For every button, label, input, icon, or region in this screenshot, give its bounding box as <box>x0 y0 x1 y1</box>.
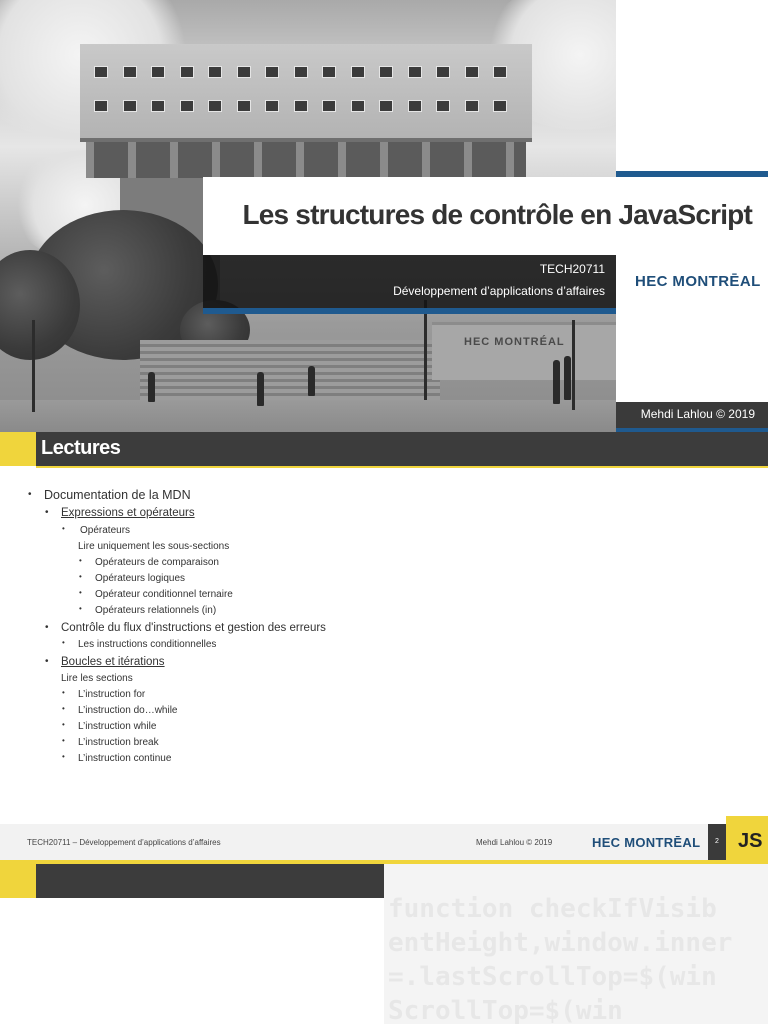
list-item: Opérateur conditionnel ternaire <box>95 589 233 600</box>
list-item: Lire les sections <box>61 673 133 684</box>
building-window <box>123 66 137 78</box>
street <box>0 400 616 432</box>
building-window <box>322 66 336 78</box>
author-box <box>616 402 768 428</box>
bullet-icon: • <box>62 638 65 647</box>
accent-line <box>203 308 616 314</box>
header-accent <box>0 432 36 466</box>
building-window <box>408 100 422 112</box>
entrance-sign-wall <box>432 322 616 380</box>
building-window <box>493 66 507 78</box>
pedestrian <box>553 360 560 404</box>
building-window <box>436 66 450 78</box>
bullet-icon: • <box>62 752 65 761</box>
building-window <box>123 100 137 112</box>
building-window <box>493 100 507 112</box>
js-badge: JS <box>726 816 768 860</box>
building-window <box>208 66 222 78</box>
building-window <box>94 66 108 78</box>
bullet-icon: • <box>62 736 65 745</box>
bullet-icon: • <box>79 572 82 581</box>
bullet-icon: • <box>28 489 32 500</box>
header-accent <box>0 864 36 898</box>
bullet-icon: • <box>62 704 65 713</box>
bullet-icon: • <box>79 588 82 597</box>
building-window <box>351 66 365 78</box>
next-slide-partial <box>0 864 768 1024</box>
code-line: =.lastScrollTop=$(win <box>388 962 717 992</box>
code-line: entHeight,window.inner <box>388 928 733 958</box>
list-item: Opérateurs de comparaison <box>95 557 219 568</box>
building-window <box>265 100 279 112</box>
course-name: Développement d’applications d’affaires <box>393 284 605 298</box>
course-code: TECH20711 <box>539 262 605 276</box>
building-window <box>294 66 308 78</box>
list-item: Les instructions conditionnelles <box>78 639 217 650</box>
code-background <box>384 864 768 1024</box>
hec-logo: HEC MONTRĒAL <box>635 273 761 290</box>
footer-course: TECH20711 – Développement d’applications d’affaires <box>27 838 221 847</box>
slide-footer <box>0 824 768 860</box>
bullet-icon: • <box>62 720 65 729</box>
building-window <box>436 100 450 112</box>
pedestrian <box>257 372 264 406</box>
title-slide <box>0 0 768 432</box>
entrance-sign-text: HEC MONTRÉAL <box>464 336 565 348</box>
list-item: Contrôle du flux d'instructions et gestion des erreurs <box>61 622 326 634</box>
list-item: L’instruction while <box>78 721 157 732</box>
bullet-icon: • <box>62 524 65 533</box>
pedestrian <box>564 356 571 400</box>
pedestrian <box>148 372 155 402</box>
bullet-icon: • <box>45 622 49 633</box>
hec-logo: HEC MONTRĒAL <box>592 835 701 850</box>
link-expressions-operateurs[interactable]: Expressions et opérateurs <box>61 507 195 519</box>
building-window <box>151 66 165 78</box>
list-item: Documentation de la MDN <box>44 488 191 502</box>
code-line: function checkIfVisib <box>388 894 717 924</box>
building-window <box>208 100 222 112</box>
building-window <box>379 100 393 112</box>
footer-author: Mehdi Lahlou © 2019 <box>476 838 553 847</box>
building-window <box>237 100 251 112</box>
building-window <box>465 66 479 78</box>
bullet-icon: • <box>45 507 49 518</box>
building-window <box>379 66 393 78</box>
link-boucles-iterations[interactable]: Boucles et itérations <box>61 656 165 668</box>
list-item: Opérateurs <box>80 525 131 536</box>
slide-title: Lectures <box>41 437 121 459</box>
list-item: Opérateurs logiques <box>95 573 186 584</box>
building-upper-floors <box>80 44 532 142</box>
building-window <box>465 100 479 112</box>
slide-title: Les structures de contrôle en JavaScript <box>242 199 752 230</box>
list-item: L’instruction do…while <box>78 705 178 716</box>
slide-header <box>36 864 384 898</box>
building-window <box>322 100 336 112</box>
page-number: 2 <box>708 824 726 860</box>
author-credit: Mehdi Lahlou © 2019 <box>640 407 755 421</box>
lamp-pole <box>32 320 35 412</box>
slide-header <box>36 432 768 466</box>
bullet-icon: • <box>79 556 82 565</box>
bullet-icon: • <box>62 688 65 697</box>
traffic-light-pole <box>572 320 575 410</box>
building-window <box>180 66 194 78</box>
list-item: L’instruction break <box>78 737 159 748</box>
stairs <box>140 340 440 402</box>
building-window <box>265 66 279 78</box>
building-window <box>351 100 365 112</box>
building-window <box>180 100 194 112</box>
list-item: Lire uniquement les sous-sections <box>78 541 230 552</box>
bullet-icon: • <box>45 656 49 667</box>
building-window <box>151 100 165 112</box>
list-item: L’instruction continue <box>78 753 172 764</box>
building-window <box>294 100 308 112</box>
code-line: ScrollTop=$(win <box>388 996 623 1024</box>
building-window <box>94 100 108 112</box>
building-window <box>237 66 251 78</box>
course-box <box>203 255 616 310</box>
list-item: Opérateurs relationnels (in) <box>95 605 217 616</box>
title-box <box>203 177 768 255</box>
building-columns <box>86 142 526 178</box>
list-item: L’instruction for <box>78 689 146 700</box>
header-underline <box>36 466 768 468</box>
building-window <box>408 66 422 78</box>
lamp-pole <box>424 300 427 400</box>
lectures-slide <box>0 432 768 864</box>
bullet-icon: • <box>79 604 82 613</box>
pedestrian <box>308 366 315 396</box>
